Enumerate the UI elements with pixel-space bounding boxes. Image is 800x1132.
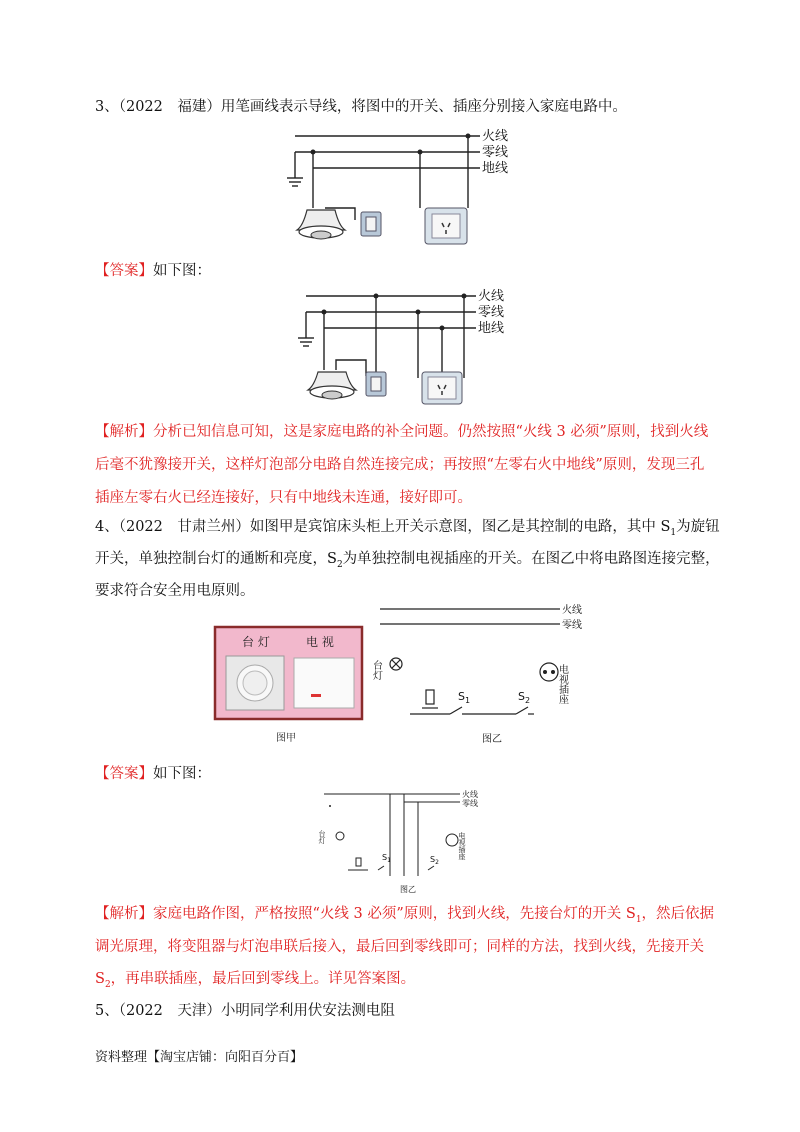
socket-icon <box>422 372 462 404</box>
svg-text:零线: 零线 <box>478 305 505 320</box>
svg-text:零线: 零线 <box>482 145 509 160</box>
svg-text:台灯: 台灯 <box>318 830 326 844</box>
figure-yi <box>370 602 589 746</box>
svg-text:S1: $S_1$ <box>382 853 391 864</box>
svg-text:火线: 火线 <box>478 289 505 304</box>
lamp-icon <box>297 210 345 239</box>
svg-text:S2: $S_2$ <box>518 690 531 705</box>
question-4-line-1: 4、（2022 甘肃兰州）如图甲是宾馆床头柜上开关示意图，图乙是其控制的电路，其中 $S_1$为旋钮 <box>95 519 720 538</box>
socket-icon <box>425 208 467 244</box>
q3-answer-diagram <box>296 288 536 410</box>
svg-text:地线: 地线 <box>482 161 509 176</box>
lamp-icon <box>308 372 356 399</box>
svg-text:S1: $S_1$ <box>458 690 471 705</box>
svg-text:火线: 火线 <box>562 605 582 616</box>
analysis-q4-line-2: 调光原理，将变阻器与灯泡串联后接入，最后回到零线即可；同样的方法，找到火线，先接开关 <box>95 939 704 955</box>
analysis-line-3: 插座左零右火已经连接好，只有中地线未连通，接好即可。 <box>95 490 472 506</box>
svg-text:图甲: 图甲 <box>276 733 296 744</box>
svg-text:图乙: 图乙 <box>482 734 502 745</box>
svg-text:火线: 火线 <box>482 129 509 144</box>
q3-circuit-diagram <box>285 128 525 253</box>
answer-line: 【答案】如下图： <box>95 263 211 279</box>
analysis-q4-line-1: 【解析】家庭电路作图，严格按照“火线 3 必须”原则，找到火线，先接台灯的开关 $S_1$，然后依据 <box>95 906 715 925</box>
svg-text:零线: 零线 <box>462 799 478 808</box>
svg-text:台灯: 台灯 <box>370 660 382 680</box>
svg-text:电 视: 电 视 <box>306 635 334 649</box>
svg-text:地线: 地线 <box>478 321 505 336</box>
svg-text:电视插座: 电视插座 <box>556 664 568 704</box>
footer-text: 资料整理【淘宝店铺：向阳百分百】 <box>95 1050 304 1065</box>
switch-icon <box>366 372 386 396</box>
svg-text:零线: 零线 <box>562 620 582 631</box>
switch-icon <box>361 212 381 236</box>
question-4-line-3: 要求符合安全用电原则。 <box>95 583 255 599</box>
question-4-line-2: 开关，单独控制台灯的通断和亮度，$S_2$为单独控制电视插座的开关。在图乙中将电路图连接完整， <box>95 551 720 570</box>
svg-text:电视插座: 电视插座 <box>458 832 466 860</box>
analysis-line-1: 【解析】分析已知信息可知，这是家庭电路的补全问题。仍然按照“火线 3 必须”原则，找到火线 <box>95 424 709 440</box>
answer-line-2: 【答案】如下图： <box>95 766 211 782</box>
svg-text:台 灯: 台 灯 <box>242 635 270 649</box>
svg-text:图乙: 图乙 <box>400 885 416 894</box>
question-3-text: 3、（2022 福建）用笔画线表示导线，将图中的开关、插座分别接入家庭电路中。 <box>95 99 627 115</box>
question-5-text: 5、（2022 天津）小明同学利用伏安法测电阻 <box>95 1003 395 1019</box>
svg-text:火线: 火线 <box>462 790 478 799</box>
figure-jia <box>214 626 364 746</box>
analysis-line-2: 后毫不犹豫接开关，这样灯泡部分电路自然连接完成；再按照“左零右火中地线”原则，发现三孔 <box>95 457 705 473</box>
svg-text:S2: $S_2$ <box>430 855 439 866</box>
analysis-q4-line-3: $S_2$，再串联插座，最后回到零线上。详见答案图。 <box>95 971 416 990</box>
q4-answer-diagram <box>318 788 493 898</box>
